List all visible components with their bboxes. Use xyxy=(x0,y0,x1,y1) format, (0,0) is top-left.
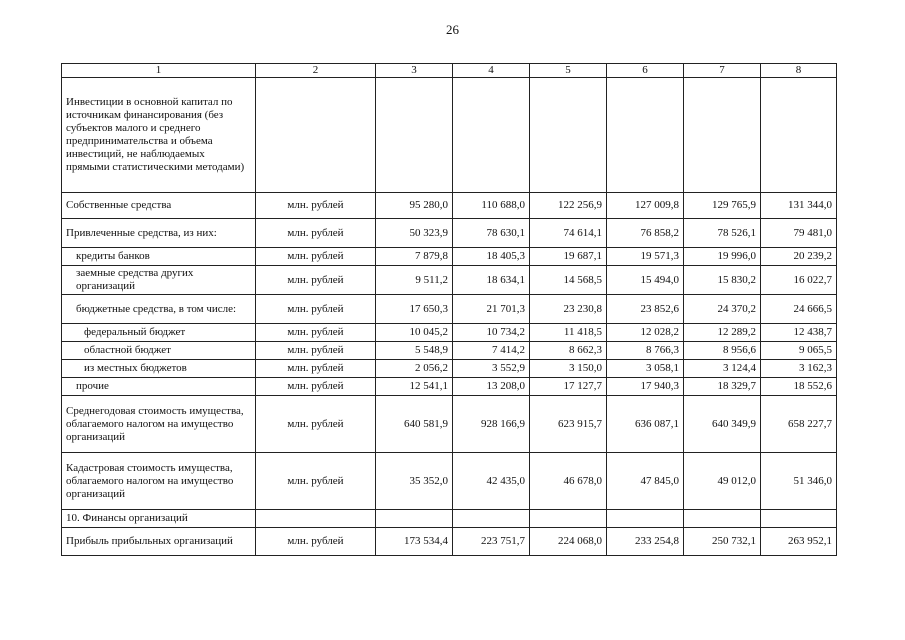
table-row xyxy=(62,248,837,266)
row-label: прочие xyxy=(62,378,256,396)
value-cell: 15 830,2 xyxy=(684,266,761,295)
value-cell: 122 256,9 xyxy=(530,193,607,219)
value-cell: 12 028,2 xyxy=(607,324,684,342)
value-cell: 11 418,5 xyxy=(530,324,607,342)
row-label: областной бюджет xyxy=(62,342,256,360)
row-label: Собственные средства xyxy=(62,193,256,219)
table-row xyxy=(62,360,837,378)
row-label: Прибыль прибыльных организаций xyxy=(62,528,256,556)
value-cell: 17 650,3 xyxy=(376,295,453,324)
row-label: 10. Финансы организаций xyxy=(62,510,256,528)
value-cell: 18 405,3 xyxy=(453,248,530,266)
value-cell: 42 435,0 xyxy=(453,453,530,510)
value-cell: 95 280,0 xyxy=(376,193,453,219)
value-cell: 131 344,0 xyxy=(761,193,837,219)
row-unit: млн. рублей xyxy=(256,193,376,219)
value-cell: 14 568,5 xyxy=(530,266,607,295)
row-unit: млн. рублей xyxy=(256,378,376,396)
value-cell: 19 571,3 xyxy=(607,248,684,266)
table-row xyxy=(62,78,837,193)
value-cell: 3 552,9 xyxy=(453,360,530,378)
column-number: 6 xyxy=(607,64,684,78)
value-cell: 16 022,7 xyxy=(761,266,837,295)
row-unit: млн. рублей xyxy=(256,453,376,510)
value-cell: 640 581,9 xyxy=(376,396,453,453)
value-cell: 9 511,2 xyxy=(376,266,453,295)
row-unit: млн. рублей xyxy=(256,248,376,266)
row-unit: млн. рублей xyxy=(256,266,376,295)
row-label: Инвестиции в основной капитал по источникам финансирования (без субъектов малого и среднего предпринимательства и объема инвестиций, не наблюдаемых прямыми статистическими методами) xyxy=(62,78,256,193)
value-cell: 35 352,0 xyxy=(376,453,453,510)
value-cell: 263 952,1 xyxy=(761,528,837,556)
value-cell: 8 766,3 xyxy=(607,342,684,360)
row-unit: млн. рублей xyxy=(256,360,376,378)
value-cell: 8 956,6 xyxy=(684,342,761,360)
column-number: 1 xyxy=(62,64,256,78)
table-row xyxy=(62,378,837,396)
value-cell: 10 734,2 xyxy=(453,324,530,342)
value-cell: 127 009,8 xyxy=(607,193,684,219)
value-cell: 79 481,0 xyxy=(761,219,837,248)
table-row xyxy=(62,453,837,510)
table-row xyxy=(62,193,837,219)
row-label: из местных бюджетов xyxy=(62,360,256,378)
value-cell: 3 150,0 xyxy=(530,360,607,378)
value-cell: 10 045,2 xyxy=(376,324,453,342)
table-row xyxy=(62,528,837,556)
value-cell: 20 239,2 xyxy=(761,248,837,266)
row-unit: млн. рублей xyxy=(256,324,376,342)
column-number: 3 xyxy=(376,64,453,78)
row-unit: млн. рублей xyxy=(256,295,376,324)
column-number: 8 xyxy=(761,64,837,78)
value-cell: 9 065,5 xyxy=(761,342,837,360)
value-cell: 223 751,7 xyxy=(453,528,530,556)
value-cell: 74 614,1 xyxy=(530,219,607,248)
value-cell: 78 526,1 xyxy=(684,219,761,248)
value-cell xyxy=(453,78,530,193)
row-unit: млн. рублей xyxy=(256,396,376,453)
table-row xyxy=(62,219,837,248)
value-cell: 18 634,1 xyxy=(453,266,530,295)
row-label: бюджетные средства, в том числе: xyxy=(62,295,256,324)
value-cell xyxy=(530,510,607,528)
value-cell: 46 678,0 xyxy=(530,453,607,510)
value-cell: 110 688,0 xyxy=(453,193,530,219)
value-cell xyxy=(607,78,684,193)
value-cell xyxy=(684,78,761,193)
value-cell: 8 662,3 xyxy=(530,342,607,360)
value-cell: 51 346,0 xyxy=(761,453,837,510)
value-cell: 12 289,2 xyxy=(684,324,761,342)
value-cell xyxy=(684,510,761,528)
column-number: 7 xyxy=(684,64,761,78)
value-cell: 636 087,1 xyxy=(607,396,684,453)
value-cell: 12 438,7 xyxy=(761,324,837,342)
column-number: 5 xyxy=(530,64,607,78)
value-cell: 13 208,0 xyxy=(453,378,530,396)
value-cell: 76 858,2 xyxy=(607,219,684,248)
value-cell: 658 227,7 xyxy=(761,396,837,453)
table-row xyxy=(62,295,837,324)
row-label: Кадастровая стоимость имущества, облагаемого налогом на имущество организаций xyxy=(62,453,256,510)
value-cell: 23 230,8 xyxy=(530,295,607,324)
value-cell: 18 552,6 xyxy=(761,378,837,396)
value-cell: 24 666,5 xyxy=(761,295,837,324)
value-cell: 233 254,8 xyxy=(607,528,684,556)
value-cell: 3 058,1 xyxy=(607,360,684,378)
row-label: федеральный бюджет xyxy=(62,324,256,342)
value-cell: 7 414,2 xyxy=(453,342,530,360)
value-cell: 17 127,7 xyxy=(530,378,607,396)
value-cell: 19 996,0 xyxy=(684,248,761,266)
statistics-table xyxy=(61,63,837,556)
value-cell xyxy=(376,510,453,528)
value-cell: 129 765,9 xyxy=(684,193,761,219)
row-label: заемные средства других организаций xyxy=(62,266,256,295)
row-unit: млн. рублей xyxy=(256,219,376,248)
value-cell xyxy=(607,510,684,528)
value-cell: 23 852,6 xyxy=(607,295,684,324)
value-cell xyxy=(761,78,837,193)
row-label: кредиты банков xyxy=(62,248,256,266)
row-unit xyxy=(256,510,376,528)
value-cell: 78 630,1 xyxy=(453,219,530,248)
value-cell: 623 915,7 xyxy=(530,396,607,453)
row-label: Привлеченные средства, из них: xyxy=(62,219,256,248)
table-row xyxy=(62,510,837,528)
table-row xyxy=(62,396,837,453)
row-unit: млн. рублей xyxy=(256,528,376,556)
table-row xyxy=(62,324,837,342)
row-unit: млн. рублей xyxy=(256,342,376,360)
value-cell xyxy=(530,78,607,193)
value-cell xyxy=(761,510,837,528)
value-cell: 17 940,3 xyxy=(607,378,684,396)
row-unit xyxy=(256,78,376,193)
value-cell: 49 012,0 xyxy=(684,453,761,510)
value-cell xyxy=(453,510,530,528)
value-cell: 3 162,3 xyxy=(761,360,837,378)
table-row xyxy=(62,342,837,360)
table-row xyxy=(62,266,837,295)
value-cell xyxy=(376,78,453,193)
value-cell: 3 124,4 xyxy=(684,360,761,378)
value-cell: 12 541,1 xyxy=(376,378,453,396)
value-cell: 19 687,1 xyxy=(530,248,607,266)
row-label: Среднегодовая стоимость имущества, облагаемого налогом на имущество организаций xyxy=(62,396,256,453)
column-number-row xyxy=(62,64,837,78)
value-cell: 173 534,4 xyxy=(376,528,453,556)
value-cell: 2 056,2 xyxy=(376,360,453,378)
value-cell: 224 068,0 xyxy=(530,528,607,556)
value-cell: 250 732,1 xyxy=(684,528,761,556)
value-cell: 7 879,8 xyxy=(376,248,453,266)
value-cell: 50 323,9 xyxy=(376,219,453,248)
value-cell: 47 845,0 xyxy=(607,453,684,510)
value-cell: 5 548,9 xyxy=(376,342,453,360)
column-number: 2 xyxy=(256,64,376,78)
value-cell: 18 329,7 xyxy=(684,378,761,396)
page-number: 26 xyxy=(446,22,459,37)
value-cell: 24 370,2 xyxy=(684,295,761,324)
value-cell: 928 166,9 xyxy=(453,396,530,453)
value-cell: 21 701,3 xyxy=(453,295,530,324)
column-number: 4 xyxy=(453,64,530,78)
value-cell: 15 494,0 xyxy=(607,266,684,295)
value-cell: 640 349,9 xyxy=(684,396,761,453)
